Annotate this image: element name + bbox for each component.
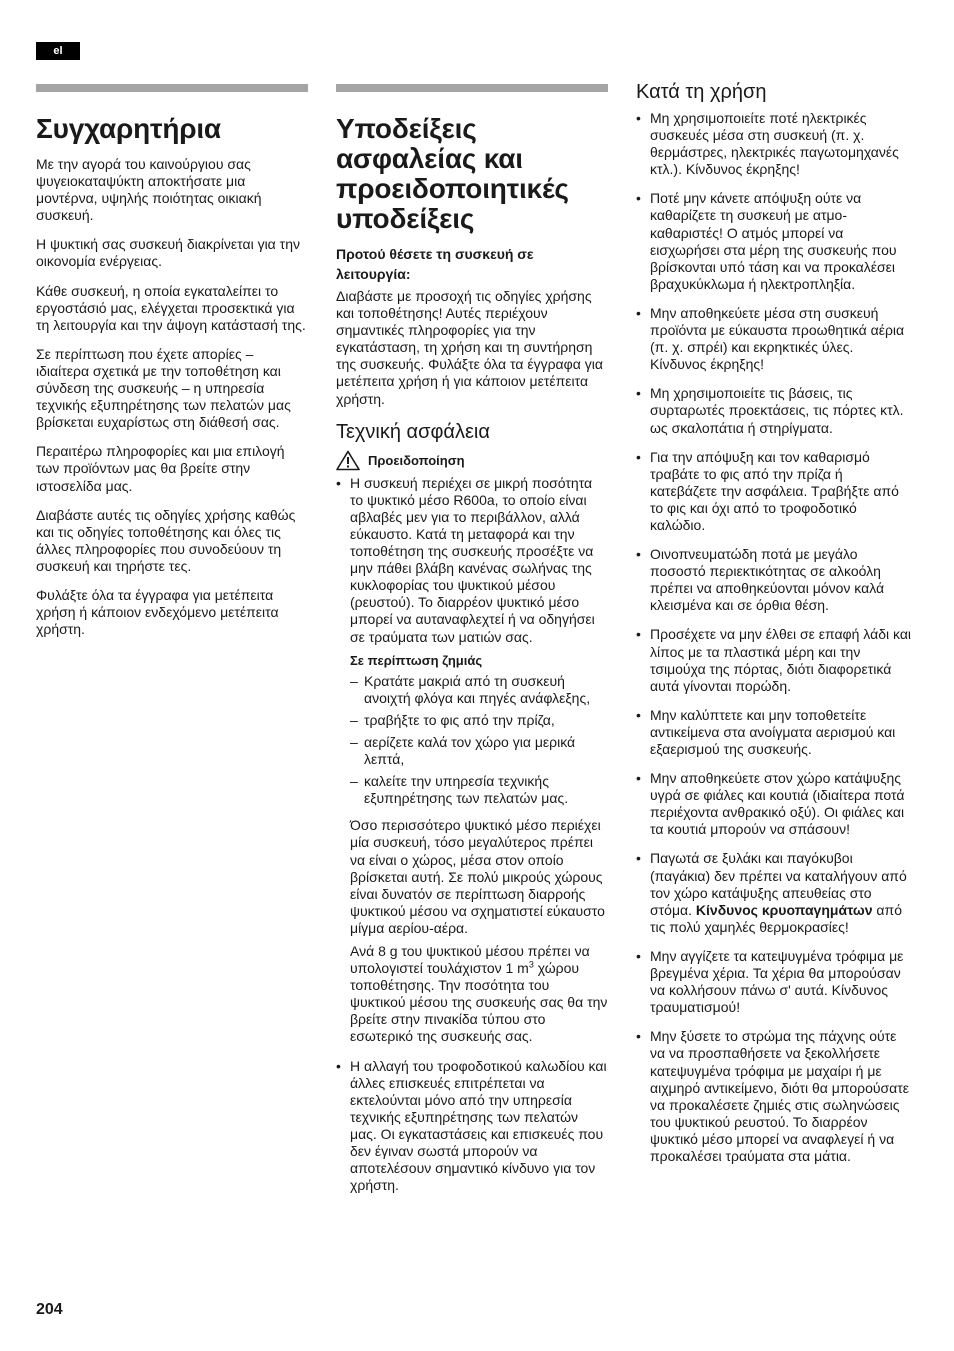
column-during-use xyxy=(636,80,912,1177)
list-item: • Μη χρησιμοποιείτε τις βάσεις, τις συρταρωτές προεκτάσεις, τις πόρτες κτλ. ως σκαλοπάτια ή στηρίγματα. xyxy=(636,385,912,436)
list-item xyxy=(636,850,912,935)
ice-text-post: από τις πολύ χαμηλές θερμοκρασίες! xyxy=(650,901,902,935)
warning-line xyxy=(336,450,608,471)
during-use-heading: Κατά τη χρήση xyxy=(636,81,767,103)
technical-safety-heading: Τεχνική ασφάλεια xyxy=(336,420,490,443)
intro-paragraph: Διαβάστε αυτές τις οδηγίες χρήσης καθώς και τις οδηγίες τοποθέτησης και όλες τις άλλες πληροφορίες που συνοδεύουν τη συσκευή και τηρήστε τες. xyxy=(36,506,296,574)
list-item: • Μην αγγίζετε τα κατεψυγμένα τρόφιμα με βρεγμένα χέρια. Τα χέρια θα μπορούσαν να κολλήσουν πάνω σ' αυτά. Κίνδυνος τραυματισμού! xyxy=(636,948,912,1016)
safety-bullets xyxy=(336,475,608,1195)
list-item: • Μην αποθηκεύετε μέσα στη συσκευή προϊόντα με εύκαυστα προωθητικά αέρια (π. χ. σπρέι) και εκρηκτικές ύλες. Κίνδυνος έκρηξης! xyxy=(636,305,912,373)
list-item: • Μην καλύπτετε και μην τοποθετείτε αντικείμενα στα ανοίγματα αερισμού και εξαερισμού της συσκευής. xyxy=(636,707,912,758)
section-rule xyxy=(336,84,608,92)
congratulations-title: Συγχαρητήρια xyxy=(36,113,221,144)
safety-title: Υποδείξεις ασφαλείας και προειδοποιητικές υποδείξεις xyxy=(336,113,569,234)
list-item: • Για την απόψυξη και τον καθαρισμό τραβάτε το φις από την πρίζα ή κατεβάζετε την ασφάλεια. Τραβήξτε από το φις και όχι από το τροφοδοτικό καλώδιο. xyxy=(636,449,912,534)
damage-steps xyxy=(350,673,608,808)
list-item: – αερίζετε καλά τον χώρο για μερικά λεπτά, xyxy=(350,734,608,768)
warning-label: Προειδοποίηση xyxy=(368,452,465,468)
intro-paragraph: Με την αγορά του καινούργιου σας ψυγειοκαταψύκτη αποκτήσατε μια μοντέρνα, υψηλής ποιότητας οικιακή συσκευή. xyxy=(36,156,262,224)
column-congratulations xyxy=(36,84,308,650)
before-use-text: Διαβάστε με προσοχή τις οδηγίες χρήσης και τοποθέτησης! Αυτές περιέχουν σημαντικές πληροφορίες για την εγκατάσταση, τη χρήση και τη συντήρηση της συσκευής. Φυλάξτε όλα τα έγγραφα για μετέπειτα χρήση ή για κάποιον μετέπειτα χρήστη. xyxy=(336,288,603,407)
list-item: • Προσέχετε να μην έλθει σε επαφή λάδι και λίπος με τα πλαστικά μέρη και την τσιμούχα της πόρτας, διότι διαφορετικά αυτά γίνονται πορώδη. xyxy=(636,626,912,694)
intro-paragraph: Φυλάξτε όλα τα έγγραφα για μετέπειτα χρήση ή κάποιον ενδεχόμενο μετέπειτα χρήστη. xyxy=(36,586,279,638)
per-8g-text-a: Ανά 8 g του ψυκτικού μέσου πρέπει να υπολογιστεί τουλάχιστον 1 m xyxy=(350,943,590,977)
per-8g-text-b: χώρου τοποθέτησης. Την ποσότητα του ψυκτικού μέσου της συσκευής σας θα την βρείτε στην πινακίδα τύπου στο εσωτερικό της συσκευής σας. xyxy=(350,960,608,1045)
language-tag: el xyxy=(36,42,80,60)
column-safety xyxy=(336,84,608,1206)
refrigerant-bullet: Η συσκευή περιέχει σε μικρή ποσότητα το ψυκτικό μέσο R600a, το οποίο είναι αβλαβές μεν για το περιβάλλον, αλλά εύκαυστο. Κατά τη μεταφορά και την τοποθέτηση της συσκευής προσέξτε να μην πάθει βλάβη κανένας σωλήνας της κυκλοφορίας του ψυκτικού μέσου (ρευστού). Το διαρρέον ψυκτικό μέσο μπορεί να αυταναφλεχτεί ή να οδηγήσει σε τραύματα των ματιών σας. xyxy=(350,474,595,645)
intro-paragraph: Κάθε συσκευή, η οποία εγκαταλείπει το εργοστάσιό μας, ελέγχεται προσεκτικά για τη λειτουργία και την άψογη κατάστασή της. xyxy=(36,282,306,333)
ice-text-pre: Παγωτά σε ξυλάκι και παγόκυβοι (παγάκια) δεν πρέπει να καταλήγουν από τον χώρο κατάψυξης απευθείας στο στόμα. xyxy=(650,850,907,918)
intro-paragraph: Περαιτέρω πληροφορίες και μια επιλογή των προϊόντων μας θα βρείτε στην ιστοσελίδα μας. xyxy=(36,443,285,494)
list-item: • Ποτέ μην κάνετε απόψυξη ούτε να καθαρίζετε τη συσκευή με ατμοκαθαριστές! Ο ατμός μπορεί να εισχωρήσει στα μέρη της συσκευής που βρίσκονται υπό τάση και να προκαλέσει βραχυκύκλωμα ή ηλεκτροπληξία. xyxy=(636,190,912,293)
page-number: 204 xyxy=(36,1301,63,1318)
frostbite-warning: Κίνδυνος κρυοπαγημάτων xyxy=(695,901,873,918)
during-use-bullets xyxy=(636,110,912,1165)
list-item: – καλείτε την υπηρεσία τεχνικής εξυπηρέτησης των πελατών μας. xyxy=(350,773,608,807)
list-item: – Κρατάτε μακριά από τη συσκευή ανοιχτή φλόγα και πηγές ανάφλεξης, xyxy=(350,673,608,707)
intro-paragraph: Σε περίπτωση που έχετε απορίες – ιδιαίτερα σχετικά με την τοποθέτηση και σύνδεση της συσκευής – η υπηρεσία τεχνικής εξυπηρέτησης των πελατών μας βρίσκεται ευχαρίστως στη διάθεσή σας. xyxy=(36,345,291,431)
list-item: • Μη χρησιμοποιείτε ποτέ ηλεκτρικές συσκευές μέσα στη συσκευή (π. χ. θερμάστρες, ηλεκτρικές παγωτομηχανές κτλ.). Κίνδυνος έκρηξης! xyxy=(636,110,912,178)
list-item xyxy=(336,475,608,1046)
list-item: – τραβήξτε το φις από την πρίζα, xyxy=(350,712,608,729)
per-8g-paragraph xyxy=(350,943,608,1046)
before-use-heading: Προτού θέσετε τη συσκευή σε λειτουργία: xyxy=(336,246,534,282)
list-item: • Οινοπνευματώδη ποτά με μεγάλο ποσοστό περιεκτικότητας σε αλκοόλη πρέπει να αποθηκεύονται μόνον καλά κλεισμένα και σε όρθια θέση. xyxy=(636,546,912,614)
room-size-paragraph: Όσο περισσότερο ψυκτικό μέσο περιέχει μία συσκευή, τόσο μεγαλύτερος πρέπει να είναι ο χώρος, μέσα στον οποίο βρίσκεται αυτή. Σε πολύ μικρούς χώρους είναι δυνατόν σε περίπτωση διαρροής ψυκτικού μέσου να σχηματιστεί εύκαυστο μίγμα αερίου-αέρα. xyxy=(350,817,605,936)
cubic-superscript: 3 xyxy=(528,959,534,970)
section-rule xyxy=(36,84,308,92)
list-item: • Μην αποθηκεύετε στον χώρο κατάψυξης υγρά σε φιάλες και κουτιά (ιδιαίτερα ποτά περιέχοντα ανθρακικό οξύ). Οι φιάλες και τα κουτιά μπορούν να σπάσουν! xyxy=(636,770,912,838)
list-item: • Μην ξύσετε το στρώμα της πάχνης ούτε να να προσπαθήσετε να ξεκολλήσετε κατεψυγμένα τρόφιμα με μαχαίρι ή με αιχμηρό αντικείμενο, διότι θα μπορούσατε να προκαλέσετε ζημιές στις σωληνώσεις του ψυκτικού ρευστού. Το διαρρέον ψυκτικό μέσο μπορεί να αναφλεγεί ή να προκαλέσει τραύματα στα μάτια. xyxy=(636,1028,912,1165)
warning-triangle-icon xyxy=(336,450,360,471)
intro-paragraph: Η ψυκτική σας συσκευή διακρίνεται για την οικονομία ενέργειας. xyxy=(36,236,300,270)
list-item: • Η αλλαγή του τροφοδοτικού καλωδίου και άλλες επισκευές επιτρέπεται να εκτελούνται μόνο από την υπηρεσία τεχνικής εξυπηρέτησης των πελατών μας. Οι εγκαταστάσεις και επισκευές που δεν έγιναν σωστά μπορούν να αποτελέσουν σημαντικό κίνδυνο για τον χρήστη. xyxy=(336,1058,608,1195)
damage-heading: Σε περίπτωση ζημιάς xyxy=(350,652,483,668)
